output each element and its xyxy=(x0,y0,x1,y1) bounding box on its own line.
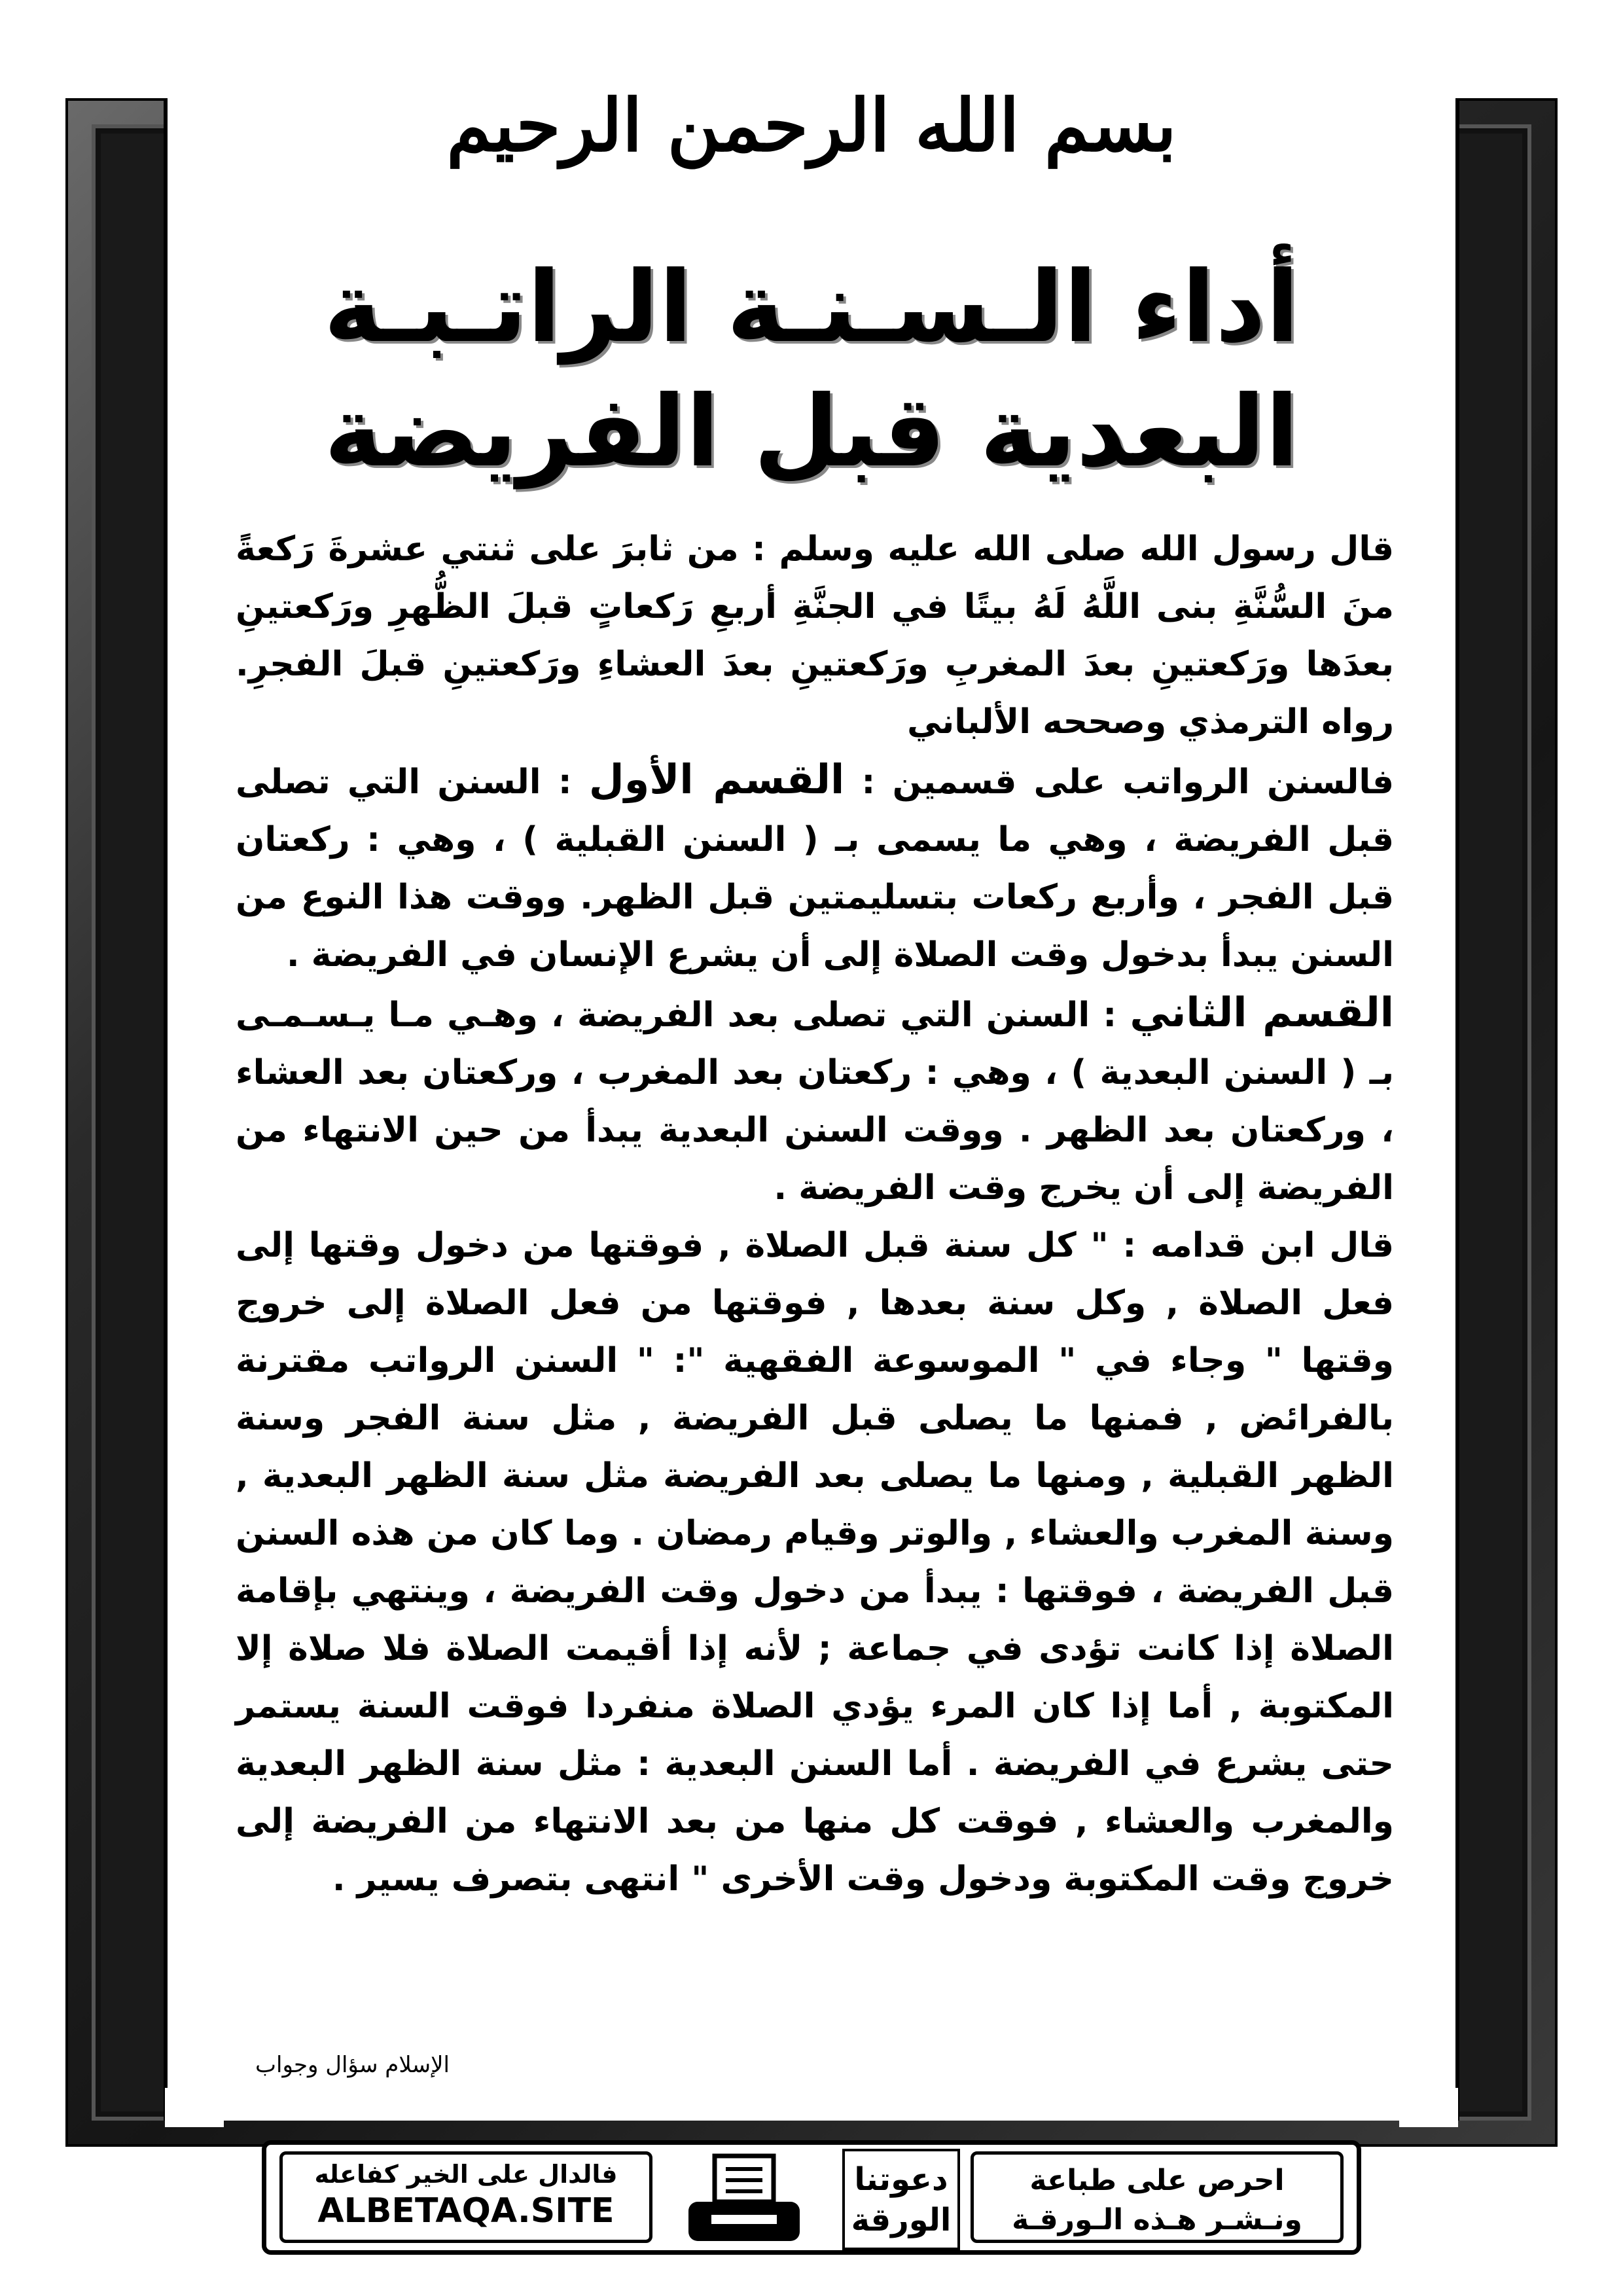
intro-text: فالسنن الرواتب على قسمين : xyxy=(861,762,1395,802)
printer-icon xyxy=(685,2153,803,2248)
website-link[interactable]: ALBETAQA.SITE xyxy=(317,2191,615,2231)
hadith-paragraph: قال رسول الله صلى الله عليه وسلم : من ثابرَ على ثنتي عشرةَ رَكعةً منَ السُّنَّةِ بنى اللَّهُ لَهُ بيتًا في الجنَّةِ أربعِ رَكعاتٍ قبلَ الظُّهرِ ورَكعتينِ بعدَها ورَكعتينِ بعدَ المغربِ ورَكعتينِ بعدَ العشاءِ ورَكعتينِ قبلَ الفجرِ. رواه الترمذي وصححه الألباني xyxy=(236,529,1394,742)
basmala-text: بسم الله الرحمن الرحيم xyxy=(446,83,1177,168)
frame-notch-left xyxy=(165,2088,224,2127)
section-two-paragraph xyxy=(236,984,1394,1217)
source-attribution: الإسلام سؤال وجواب xyxy=(255,2052,450,2078)
section-one-text: : السنن التي تصلى قبل الفريضة ، وهي ما يسمى بـ ( السنن القبلية ) ، وهي : ركعتان قبل الفجر ، وأربع ركعات بتسليمتين قبل الظهر. ووقت هذا النوع من السنن يبدأ بدخول وقت الصلاة إلى أن يشرع الإنسان في الفريضة . xyxy=(236,762,1394,975)
print-callout-box xyxy=(971,2151,1344,2243)
footer-bar xyxy=(262,2140,1361,2255)
motto-text: فالدال على الخير كفاعله xyxy=(314,2160,618,2189)
page-title-line-1: أداء الـسـنـة الراتـبـة xyxy=(323,251,1300,365)
dawatuna-logo xyxy=(842,2149,960,2250)
website-box xyxy=(279,2151,652,2243)
section-two-heading: القسم الثاني xyxy=(1130,988,1395,1036)
article-body xyxy=(236,520,1394,1908)
section-two-text: : السنن التي تصلى بعد الفريضة ، وهـي مـا يـسـمـى بـ ( السنن البعدية ) ، وهي : ركعتان بعد المغرب ، وركعتان بعد العشاء ، وركعتان بعد الظهر . ووقت السنن البعدية يبدأ من حين الانتهاء من الفريضة إلى أن يخرج وقت الفريضة . xyxy=(236,996,1394,1208)
section-one-heading: القسم الأول xyxy=(588,755,845,803)
quotation-paragraph: قال ابن قدامه : " كل سنة قبل الصلاة , فوقتها من دخول وقتها إلى فعل الصلاة , وكل سنة بعدها , فوقتها من فعل الصلاة إلى خروج وقتها " وجاء في " الموسوعة الفقهية ": " السنن الرواتب مقترنة بالفرائض , فمنها ما يصلى قبل الفريضة , مثل سنة الفجر وسنة الظهر القبلية , ومنها ما يصلى بعد الفريضة مثل سنة الظهر البعدية , وسنة المغرب والعشاء , والوتر وقيام رمضان . وما كان من هذه السنن قبل الفريضة ، فوقتها : يبدأ من دخول وقت الفريضة ، وينتهي بإقامة الصلاة إذا كانت تؤدى في جماعة ; لأنه إذا أقيمت الصلاة فلا صلاة إلا المكتوبة , أما إذا كان المرء يؤدي الصلاة منفردا فوقت السنة يستمر حتى يشرع في الفريضة . أما السنن البعدية : مثل سنة الظهر البعدية والمغرب والعشاء , فوقت كل منها من بعد الانتهاء من الفريضة إلى خروج وقت المكتوبة ودخول وقت الأخرى " انتهى بتصرف يسير . xyxy=(236,1226,1394,1899)
print-callout-line-2: ونـشـر هـذه الـورقـة xyxy=(1012,2203,1302,2236)
logo-line-2: الورقة xyxy=(851,2201,952,2238)
frame-notch-right xyxy=(1399,2088,1458,2127)
section-one-paragraph xyxy=(236,751,1394,984)
logo-line-1: دعوتنا xyxy=(854,2161,948,2198)
print-callout-line-1: احرص على طباعة xyxy=(1029,2164,1285,2197)
page-title-line-2: البعدية قبل الفريضة xyxy=(324,375,1299,489)
basmala-calligraphy xyxy=(446,39,1177,209)
